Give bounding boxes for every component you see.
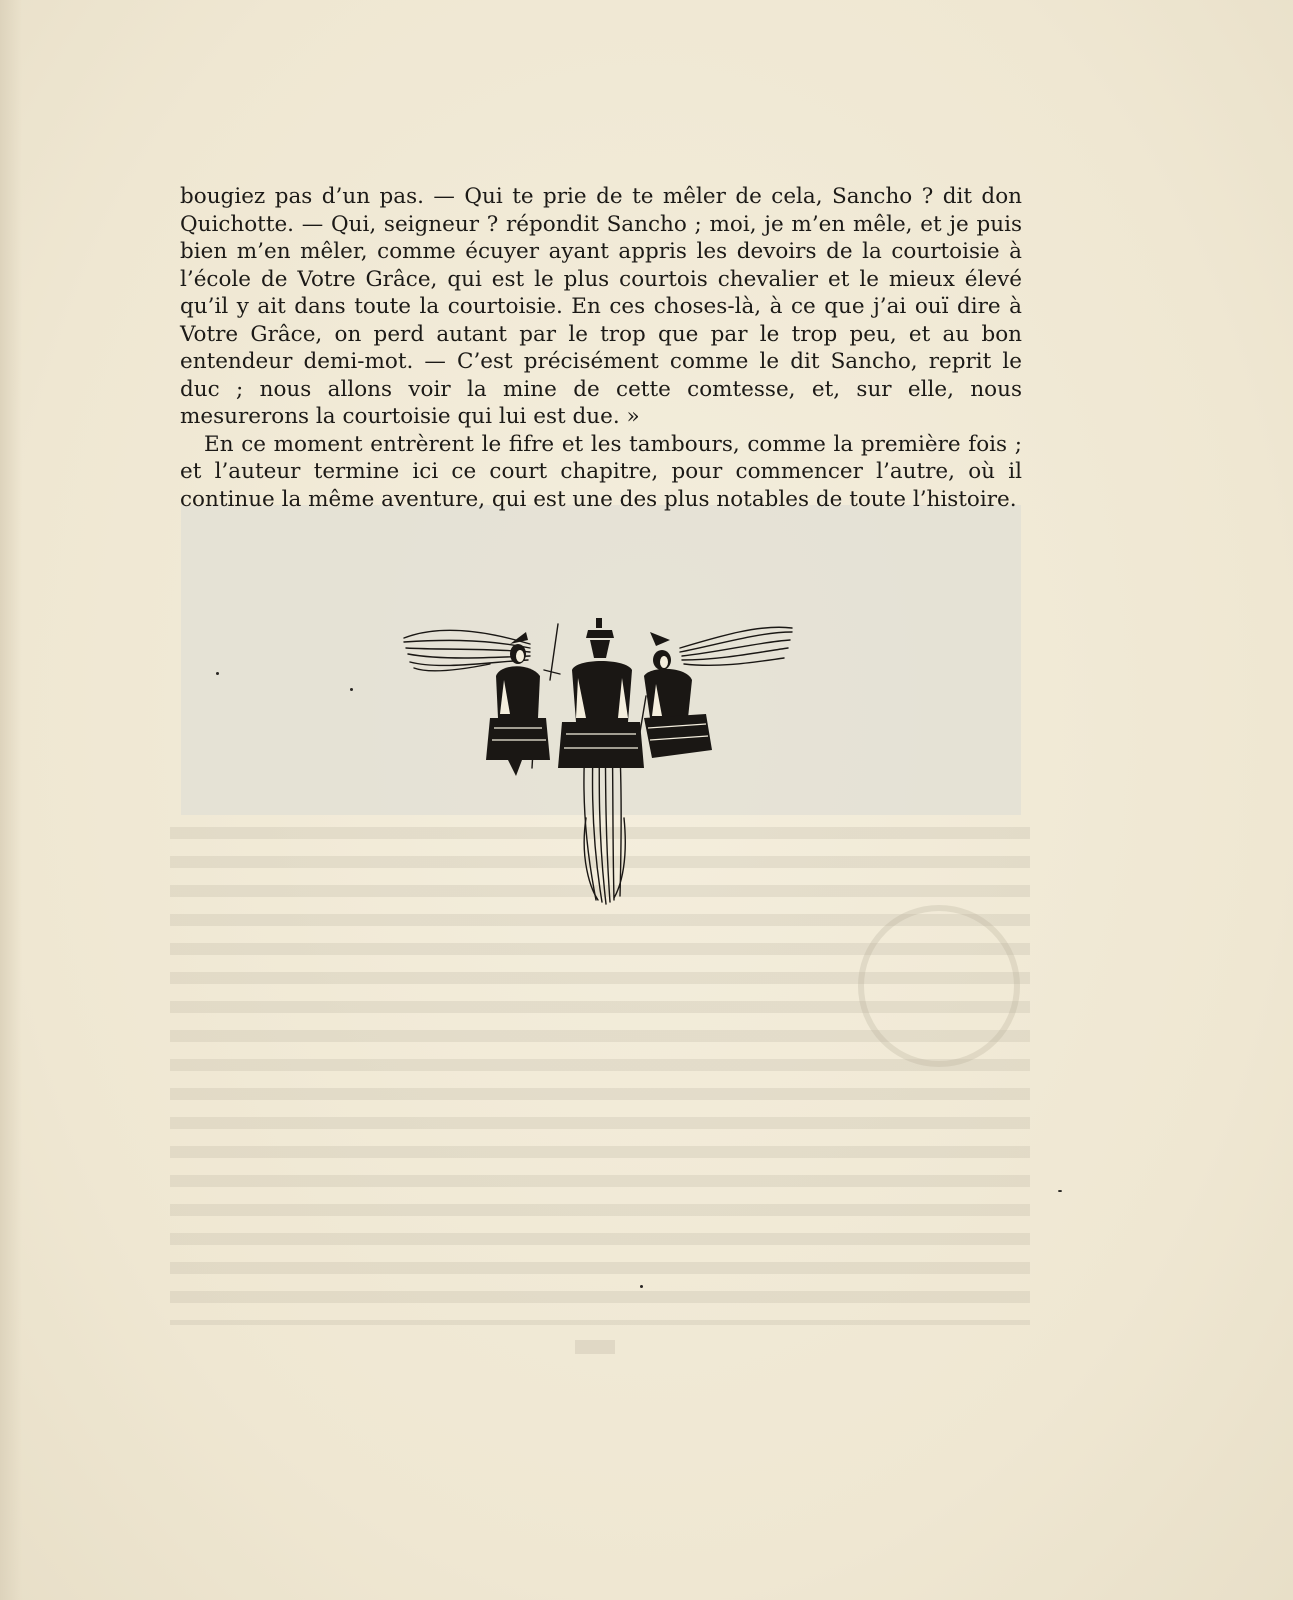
page-gutter-shadow (0, 0, 22, 1600)
paper-speck (350, 688, 353, 691)
body-text (180, 183, 1022, 513)
reverse-side-page-number-ghost (575, 1340, 615, 1354)
three-duennas-vignette-icon (400, 618, 810, 918)
paragraph-2: En ce moment entrèrent le fifre et les tambours, comme la première fois ; et l’auteur termine ici ce court chapitre, pour commencer l’autre, où il continue la même aventure, qui est une des plus notables de toute l’histoire. (180, 431, 1022, 512)
paper-speck (640, 1285, 643, 1288)
paper-speck (216, 672, 219, 675)
reverse-side-initial-ghost (858, 905, 1020, 1067)
paper-speck (1058, 1190, 1062, 1192)
paragraph-1: bougiez pas d’un pas. — Qui te prie de te mêler de cela, Sancho ? dit don Quichotte. — Qui, seigneur ? répondit Sancho ; moi, je m’en mêle, et je puis bien m’en mêler, comme écuyer ayant appris les devoirs de la courtoisie à l’école de Votre Grâce, qui est le plus courtois chevalier et le mieux élevé qu’il y ait dans toute la courtoisie. En ces choses-là, à ce que j’ai ouï dire à Votre Grâce, on perd autant par le trop que par le trop peu, et au bon entendeur demi-mot. — C’est précisément comme le dit Sancho, reprit le duc ; nous allons voir la mine de cette comtesse, et, sur elle, nous mesurerons la courtoisie qui lui est due. » (180, 184, 1022, 429)
